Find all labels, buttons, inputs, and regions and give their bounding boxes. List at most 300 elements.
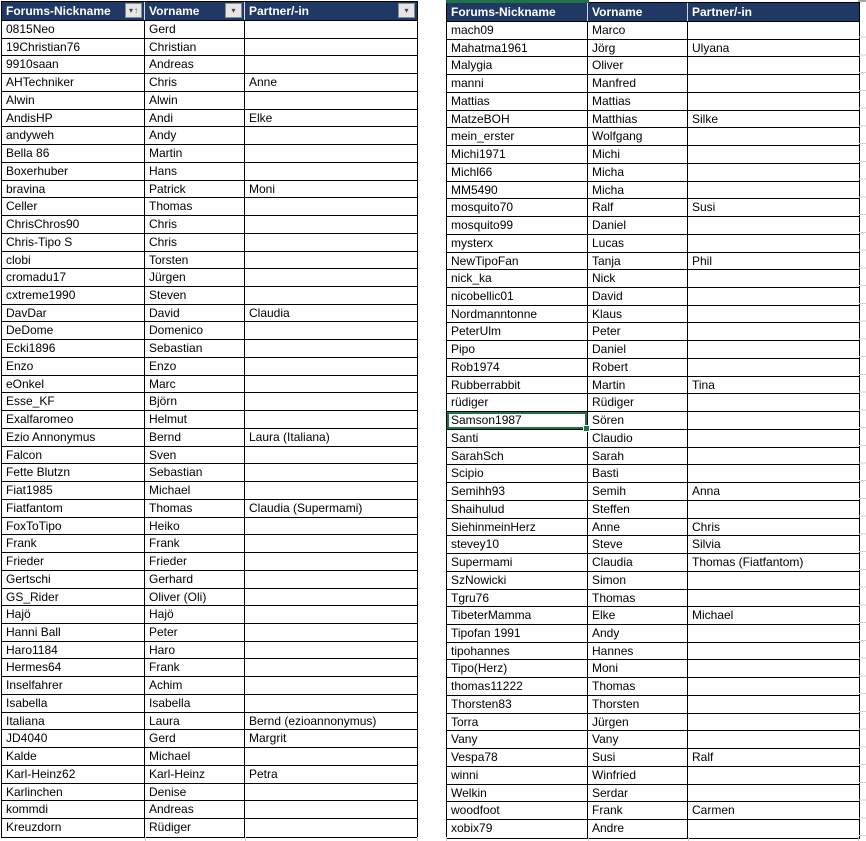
- cell[interactable]: Silvia: [692, 537, 721, 552]
- cell[interactable]: Marc: [145, 376, 245, 393]
- cell[interactable]: Vany: [447, 731, 588, 748]
- cell[interactable]: Scipio: [447, 465, 588, 482]
- cell[interactable]: [245, 322, 417, 339]
- cell[interactable]: [688, 501, 859, 518]
- cell[interactable]: Anna: [692, 484, 721, 499]
- cell[interactable]: [688, 572, 859, 589]
- cell[interactable]: [688, 465, 859, 482]
- cell[interactable]: Frank: [2, 535, 145, 552]
- cell[interactable]: Tipo(Herz): [447, 660, 588, 677]
- cell[interactable]: David: [588, 288, 688, 305]
- cell[interactable]: [245, 198, 417, 215]
- cell[interactable]: Serdar: [588, 785, 688, 802]
- cell[interactable]: andyweh: [2, 127, 145, 144]
- cell[interactable]: [245, 21, 417, 38]
- cell[interactable]: Susi: [692, 200, 716, 215]
- cell[interactable]: rüdiger: [447, 394, 588, 411]
- cell[interactable]: [245, 518, 417, 535]
- cell[interactable]: Mattias: [588, 93, 688, 110]
- cell[interactable]: Ulyana: [692, 40, 730, 55]
- cell[interactable]: manni: [447, 75, 588, 92]
- cell[interactable]: Frieder: [2, 553, 145, 570]
- cell[interactable]: Michael: [692, 608, 734, 623]
- table-row: [447, 182, 859, 200]
- cell[interactable]: [688, 820, 859, 838]
- cell[interactable]: Fette Blutzn: [2, 464, 145, 481]
- cell[interactable]: Hans: [145, 163, 245, 180]
- cell[interactable]: [688, 217, 859, 234]
- cell[interactable]: Bernd: [145, 429, 245, 446]
- header-cell-forums-nickname[interactable]: [2, 2, 145, 20]
- cell[interactable]: Thorsten: [588, 696, 688, 713]
- cell[interactable]: [688, 359, 859, 376]
- header-cell-vorname[interactable]: [588, 3, 688, 21]
- cell[interactable]: [688, 270, 859, 287]
- cell[interactable]: [688, 306, 859, 323]
- cell[interactable]: [245, 127, 417, 144]
- cell[interactable]: [245, 553, 417, 570]
- table-row: [2, 145, 417, 163]
- cell[interactable]: stevey10: [447, 536, 588, 553]
- table-row: [447, 377, 859, 395]
- cell[interactable]: Torra: [447, 714, 588, 731]
- cell[interactable]: Karlinchen: [2, 784, 145, 801]
- cell[interactable]: Samson1987: [447, 412, 588, 429]
- cell[interactable]: Björn: [145, 393, 245, 410]
- cell[interactable]: Thomas: [145, 500, 245, 517]
- cell[interactable]: Rüdiger: [588, 394, 688, 411]
- cell[interactable]: [688, 182, 859, 199]
- cell[interactable]: Elke: [588, 607, 688, 624]
- cell[interactable]: Haro: [145, 642, 245, 659]
- cell[interactable]: mach09: [447, 22, 588, 39]
- cell[interactable]: [688, 93, 859, 110]
- cell[interactable]: Esse_KF: [2, 393, 145, 410]
- cell[interactable]: [245, 801, 417, 818]
- cell[interactable]: Andre: [588, 820, 688, 838]
- cell[interactable]: Santi: [447, 430, 588, 447]
- cell[interactable]: Peter: [588, 323, 688, 340]
- cell[interactable]: Andy: [145, 127, 245, 144]
- cell[interactable]: Nick: [588, 270, 688, 287]
- cell[interactable]: eOnkel: [2, 376, 145, 393]
- header-label: Forums-Nickname: [6, 4, 111, 18]
- cell[interactable]: kommdi: [2, 801, 145, 818]
- cell[interactable]: Bernd (ezioannonymus): [249, 713, 377, 728]
- cell[interactable]: [245, 624, 417, 641]
- cell[interactable]: Falcon: [2, 447, 145, 464]
- cell[interactable]: Thorsten83: [447, 696, 588, 713]
- cell[interactable]: Michael: [145, 482, 245, 499]
- cell[interactable]: Elke: [249, 110, 273, 125]
- cell[interactable]: [245, 447, 417, 464]
- cell[interactable]: Klaus: [588, 306, 688, 323]
- cell[interactable]: [688, 164, 859, 181]
- cell[interactable]: [245, 393, 417, 410]
- cell[interactable]: Sören: [588, 412, 688, 429]
- cell[interactable]: [688, 128, 859, 145]
- cell[interactable]: Semihh93: [447, 483, 588, 500]
- cell[interactable]: mosquito99: [447, 217, 588, 234]
- cell[interactable]: Tina: [692, 377, 715, 392]
- cell[interactable]: mysterx: [447, 235, 588, 252]
- cell[interactable]: SiehinmeinHerz: [447, 519, 588, 536]
- cell[interactable]: Simon: [588, 572, 688, 589]
- cell[interactable]: Jürgen: [145, 269, 245, 286]
- cell[interactable]: Hermes64: [2, 659, 145, 676]
- cell[interactable]: Ezio Annonymus: [2, 429, 145, 446]
- cell[interactable]: Christian: [145, 39, 245, 56]
- cell[interactable]: Sebastian: [145, 340, 245, 357]
- cell[interactable]: Manfred: [588, 75, 688, 92]
- cell[interactable]: Malygia: [447, 57, 588, 74]
- cell[interactable]: [245, 677, 417, 694]
- cell[interactable]: Tgru76: [447, 590, 588, 607]
- cell[interactable]: Ralf: [588, 199, 688, 216]
- cell[interactable]: Peter: [145, 624, 245, 641]
- cell[interactable]: [245, 216, 417, 233]
- cell[interactable]: SzNowicki: [447, 572, 588, 589]
- cell[interactable]: Gertschi: [2, 571, 145, 588]
- cell[interactable]: Winfried: [588, 767, 688, 784]
- fill-handle[interactable]: [583, 425, 590, 432]
- cell[interactable]: clobi: [2, 252, 145, 269]
- cell[interactable]: DavDar: [2, 305, 145, 322]
- cell[interactable]: Micha: [588, 182, 688, 199]
- cell[interactable]: Carmen: [692, 803, 735, 818]
- cell[interactable]: [688, 696, 859, 713]
- cell[interactable]: Chris: [692, 519, 721, 534]
- cell[interactable]: Matthias: [588, 111, 688, 128]
- cell[interactable]: Ecki1896: [2, 340, 145, 357]
- cell[interactable]: Isabella: [145, 695, 245, 712]
- header-cell-vorname[interactable]: [145, 2, 245, 20]
- cell[interactable]: [688, 288, 859, 305]
- cell[interactable]: Heiko: [145, 518, 245, 535]
- cell[interactable]: JD4040: [2, 730, 145, 747]
- cell[interactable]: DeDome: [2, 322, 145, 339]
- cell[interactable]: [688, 323, 859, 340]
- cell[interactable]: Hajö: [145, 606, 245, 623]
- cell[interactable]: Celler: [2, 198, 145, 215]
- header-cell-partner[interactable]: [688, 3, 859, 21]
- cell[interactable]: mein_erster: [447, 128, 588, 145]
- cell[interactable]: Steven: [145, 287, 245, 304]
- cell[interactable]: Shaihulud: [447, 501, 588, 518]
- cell[interactable]: Sebastian: [145, 464, 245, 481]
- cell[interactable]: Andy: [588, 625, 688, 642]
- cell[interactable]: Robert: [588, 359, 688, 376]
- cell[interactable]: Thomas: [588, 678, 688, 695]
- cell[interactable]: Laura: [145, 713, 245, 730]
- cell[interactable]: [688, 412, 859, 429]
- cell[interactable]: FoxToTipo: [2, 518, 145, 535]
- cell[interactable]: [688, 643, 859, 660]
- cell[interactable]: [245, 464, 417, 481]
- cell[interactable]: [245, 287, 417, 304]
- cell[interactable]: [245, 269, 417, 286]
- cell[interactable]: Rubberrabbit: [447, 377, 588, 394]
- cell[interactable]: Frieder: [145, 553, 245, 570]
- cell[interactable]: Haro1184: [2, 642, 145, 659]
- cell[interactable]: Mattias: [447, 93, 588, 110]
- cell[interactable]: [245, 92, 417, 109]
- cell[interactable]: mosquito70: [447, 199, 588, 216]
- cell[interactable]: Susi: [588, 749, 688, 766]
- cell[interactable]: Frank: [145, 535, 245, 552]
- cell[interactable]: [245, 340, 417, 357]
- cell[interactable]: [688, 235, 859, 252]
- cell[interactable]: [245, 571, 417, 588]
- cell[interactable]: Andreas: [145, 801, 245, 818]
- table-row: [447, 519, 859, 537]
- cell[interactable]: Sarah: [588, 448, 688, 465]
- cell[interactable]: Karl-Heinz: [145, 766, 245, 783]
- cell[interactable]: Kalde: [2, 748, 145, 765]
- cell[interactable]: [245, 234, 417, 251]
- cell[interactable]: [245, 56, 417, 73]
- cell[interactable]: [245, 659, 417, 676]
- cell[interactable]: Claudio: [588, 430, 688, 447]
- cell[interactable]: Domenico: [145, 322, 245, 339]
- cell[interactable]: Chris: [145, 234, 245, 251]
- cell[interactable]: [245, 819, 417, 837]
- cell[interactable]: [245, 606, 417, 623]
- cell[interactable]: [688, 146, 859, 163]
- cell[interactable]: Ralf: [692, 750, 714, 765]
- cell[interactable]: Moni: [588, 660, 688, 677]
- cell[interactable]: Claudia (Supermami): [249, 500, 363, 515]
- cell[interactable]: Achim: [145, 677, 245, 694]
- cell[interactable]: Exalfaromeo: [2, 411, 145, 428]
- cell[interactable]: Alwin: [145, 92, 245, 109]
- cell[interactable]: Gerd: [145, 730, 245, 747]
- cell[interactable]: Silke: [692, 111, 719, 126]
- cell[interactable]: Vany: [588, 731, 688, 748]
- cell[interactable]: [688, 767, 859, 784]
- cell[interactable]: MatzeBOH: [447, 111, 588, 128]
- cell[interactable]: Tanja: [588, 253, 688, 270]
- cell[interactable]: Semih: [588, 483, 688, 500]
- cell[interactable]: nicobellic01: [447, 288, 588, 305]
- cell[interactable]: [245, 748, 417, 765]
- cell[interactable]: [245, 411, 417, 428]
- cell[interactable]: Lucas: [588, 235, 688, 252]
- cell[interactable]: Chris-Tipo S: [2, 234, 145, 251]
- cell[interactable]: [688, 22, 859, 39]
- cell[interactable]: Daniel: [588, 217, 688, 234]
- cell[interactable]: Kreuzdorn: [2, 819, 145, 837]
- cell[interactable]: Moni: [249, 181, 276, 196]
- cell[interactable]: [688, 341, 859, 358]
- cell[interactable]: Michi: [588, 146, 688, 163]
- cell[interactable]: TibeterMamma: [447, 607, 588, 624]
- left-table-body: [2, 21, 417, 837]
- cell[interactable]: SarahSch: [447, 448, 588, 465]
- cell[interactable]: Rob1974: [447, 359, 588, 376]
- cell[interactable]: Basti: [588, 465, 688, 482]
- cell[interactable]: [245, 695, 417, 712]
- cell[interactable]: Micha: [588, 164, 688, 181]
- cell[interactable]: Patrick: [145, 181, 245, 198]
- filter-dropdown-button[interactable]: [398, 3, 415, 18]
- cell[interactable]: 9910saan: [2, 56, 145, 73]
- cell[interactable]: Chris: [145, 74, 245, 91]
- cell[interactable]: Welkin: [447, 785, 588, 802]
- cell[interactable]: Inselfahrer: [2, 677, 145, 694]
- cell[interactable]: Isabella: [2, 695, 145, 712]
- cell[interactable]: Enzo: [2, 358, 145, 375]
- cell[interactable]: Thomas: [588, 590, 688, 607]
- cell[interactable]: Steve: [588, 536, 688, 553]
- cell[interactable]: cxtreme1990: [2, 287, 145, 304]
- cell[interactable]: ChrisChros90: [2, 216, 145, 233]
- cell[interactable]: Martin: [145, 145, 245, 162]
- cell[interactable]: Chris: [145, 216, 245, 233]
- cell[interactable]: Hannes: [588, 643, 688, 660]
- cell[interactable]: Andi: [145, 110, 245, 127]
- cell[interactable]: Pipo: [447, 341, 588, 358]
- cell[interactable]: Fiatfantom: [2, 500, 145, 517]
- cell[interactable]: Alwin: [2, 92, 145, 109]
- cell[interactable]: NewTipoFan: [447, 253, 588, 270]
- cell[interactable]: [688, 590, 859, 607]
- cell[interactable]: Karl-Heinz62: [2, 766, 145, 783]
- cell[interactable]: [245, 642, 417, 659]
- cell[interactable]: Helmut: [145, 411, 245, 428]
- table-row: [447, 217, 859, 235]
- cell[interactable]: Petra: [249, 766, 278, 781]
- cell[interactable]: Phil: [692, 253, 713, 268]
- cell[interactable]: nick_ka: [447, 270, 588, 287]
- cell[interactable]: [245, 535, 417, 552]
- cell[interactable]: Frank: [145, 659, 245, 676]
- cell[interactable]: [688, 731, 859, 748]
- cell[interactable]: Bella 86: [2, 145, 145, 162]
- cell[interactable]: MM5490: [447, 182, 588, 199]
- cell[interactable]: [245, 784, 417, 801]
- cell[interactable]: Michael: [145, 748, 245, 765]
- gridline: [688, 837, 689, 841]
- header-cell-forums-nickname[interactable]: [447, 3, 588, 21]
- cell[interactable]: Daniel: [588, 341, 688, 358]
- cell[interactable]: Hajö: [2, 606, 145, 623]
- cell[interactable]: [688, 678, 859, 695]
- table-row: [2, 252, 417, 270]
- cell[interactable]: Fiat1985: [2, 482, 145, 499]
- cell[interactable]: Claudia: [249, 305, 290, 320]
- cell[interactable]: xobix79: [447, 820, 588, 838]
- cell[interactable]: [688, 660, 859, 677]
- cell[interactable]: Martin: [588, 377, 688, 394]
- cell[interactable]: David: [145, 305, 245, 322]
- table-row: [2, 642, 417, 660]
- cell[interactable]: [245, 376, 417, 393]
- cell[interactable]: [245, 252, 417, 269]
- cell[interactable]: [688, 714, 859, 731]
- cell[interactable]: [245, 145, 417, 162]
- cell[interactable]: Oliver: [588, 57, 688, 74]
- cell[interactable]: Gerhard: [145, 571, 245, 588]
- cell[interactable]: tipohannes: [447, 643, 588, 660]
- cell[interactable]: woodfoot: [447, 802, 588, 819]
- sort-ascending-filter-button[interactable]: [125, 3, 142, 18]
- cell[interactable]: Jörg: [588, 40, 688, 57]
- cell[interactable]: [688, 394, 859, 411]
- cell[interactable]: [245, 358, 417, 375]
- cell[interactable]: [245, 39, 417, 56]
- cell[interactable]: Gerd: [145, 21, 245, 38]
- cell[interactable]: Tipofan 1991: [447, 625, 588, 642]
- filter-dropdown-button[interactable]: [225, 3, 242, 18]
- cell[interactable]: [245, 163, 417, 180]
- cell[interactable]: [688, 785, 859, 802]
- cell[interactable]: Thomas (Fiatfantom): [692, 555, 804, 570]
- cell[interactable]: Michi1971: [447, 146, 588, 163]
- cell[interactable]: 19Christian76: [2, 39, 145, 56]
- cell[interactable]: Thomas: [145, 198, 245, 215]
- cell[interactable]: Vespa78: [447, 749, 588, 766]
- table-row: [2, 606, 417, 624]
- cell[interactable]: thomas11222: [447, 678, 588, 695]
- cell[interactable]: AHTechniker: [2, 74, 145, 91]
- cell[interactable]: Oliver (Oli): [145, 589, 245, 606]
- cell[interactable]: Andreas: [145, 56, 245, 73]
- cell[interactable]: Frank: [588, 802, 688, 819]
- cell[interactable]: Margrit: [249, 731, 287, 746]
- cell[interactable]: [245, 482, 417, 499]
- cell[interactable]: [688, 625, 859, 642]
- cell[interactable]: Sven: [145, 447, 245, 464]
- cell[interactable]: Michl66: [447, 164, 588, 181]
- cell[interactable]: Marco: [588, 22, 688, 39]
- cell[interactable]: Claudia: [588, 554, 688, 571]
- cell[interactable]: Wolfgang: [588, 128, 688, 145]
- cell[interactable]: Nordmanntonne: [447, 306, 588, 323]
- table-row: [2, 518, 417, 536]
- cell[interactable]: [688, 75, 859, 92]
- cell[interactable]: Rüdiger: [145, 819, 245, 837]
- cell[interactable]: bravina: [2, 181, 145, 198]
- cell[interactable]: winni: [447, 767, 588, 784]
- cell[interactable]: Laura (Italiana): [249, 429, 330, 444]
- cell[interactable]: Italiana: [2, 713, 145, 730]
- cell[interactable]: Mahatma1961: [447, 40, 588, 57]
- table-row: [2, 269, 417, 287]
- cell[interactable]: AndisHP: [2, 110, 145, 127]
- cell[interactable]: [688, 430, 859, 447]
- cell[interactable]: Supermami: [447, 554, 588, 571]
- cell[interactable]: Anne: [249, 75, 278, 90]
- cell[interactable]: Anne: [588, 519, 688, 536]
- cell[interactable]: 0815Neo: [2, 21, 145, 38]
- cell[interactable]: Boxerhuber: [2, 163, 145, 180]
- cell[interactable]: Enzo: [145, 358, 245, 375]
- table-row: [447, 323, 859, 341]
- cell[interactable]: Hanni Ball: [2, 624, 145, 641]
- cell[interactable]: GS_Rider: [2, 589, 145, 606]
- cell[interactable]: [688, 448, 859, 465]
- header-cell-partner[interactable]: [245, 2, 417, 20]
- cell[interactable]: cromadu17: [2, 269, 145, 286]
- cell[interactable]: Denise: [145, 784, 245, 801]
- cell[interactable]: Torsten: [145, 252, 245, 269]
- cell[interactable]: Jürgen: [588, 714, 688, 731]
- cell[interactable]: [688, 57, 859, 74]
- cell[interactable]: Steffen: [588, 501, 688, 518]
- cell[interactable]: PeterUlm: [447, 323, 588, 340]
- cell[interactable]: [245, 589, 417, 606]
